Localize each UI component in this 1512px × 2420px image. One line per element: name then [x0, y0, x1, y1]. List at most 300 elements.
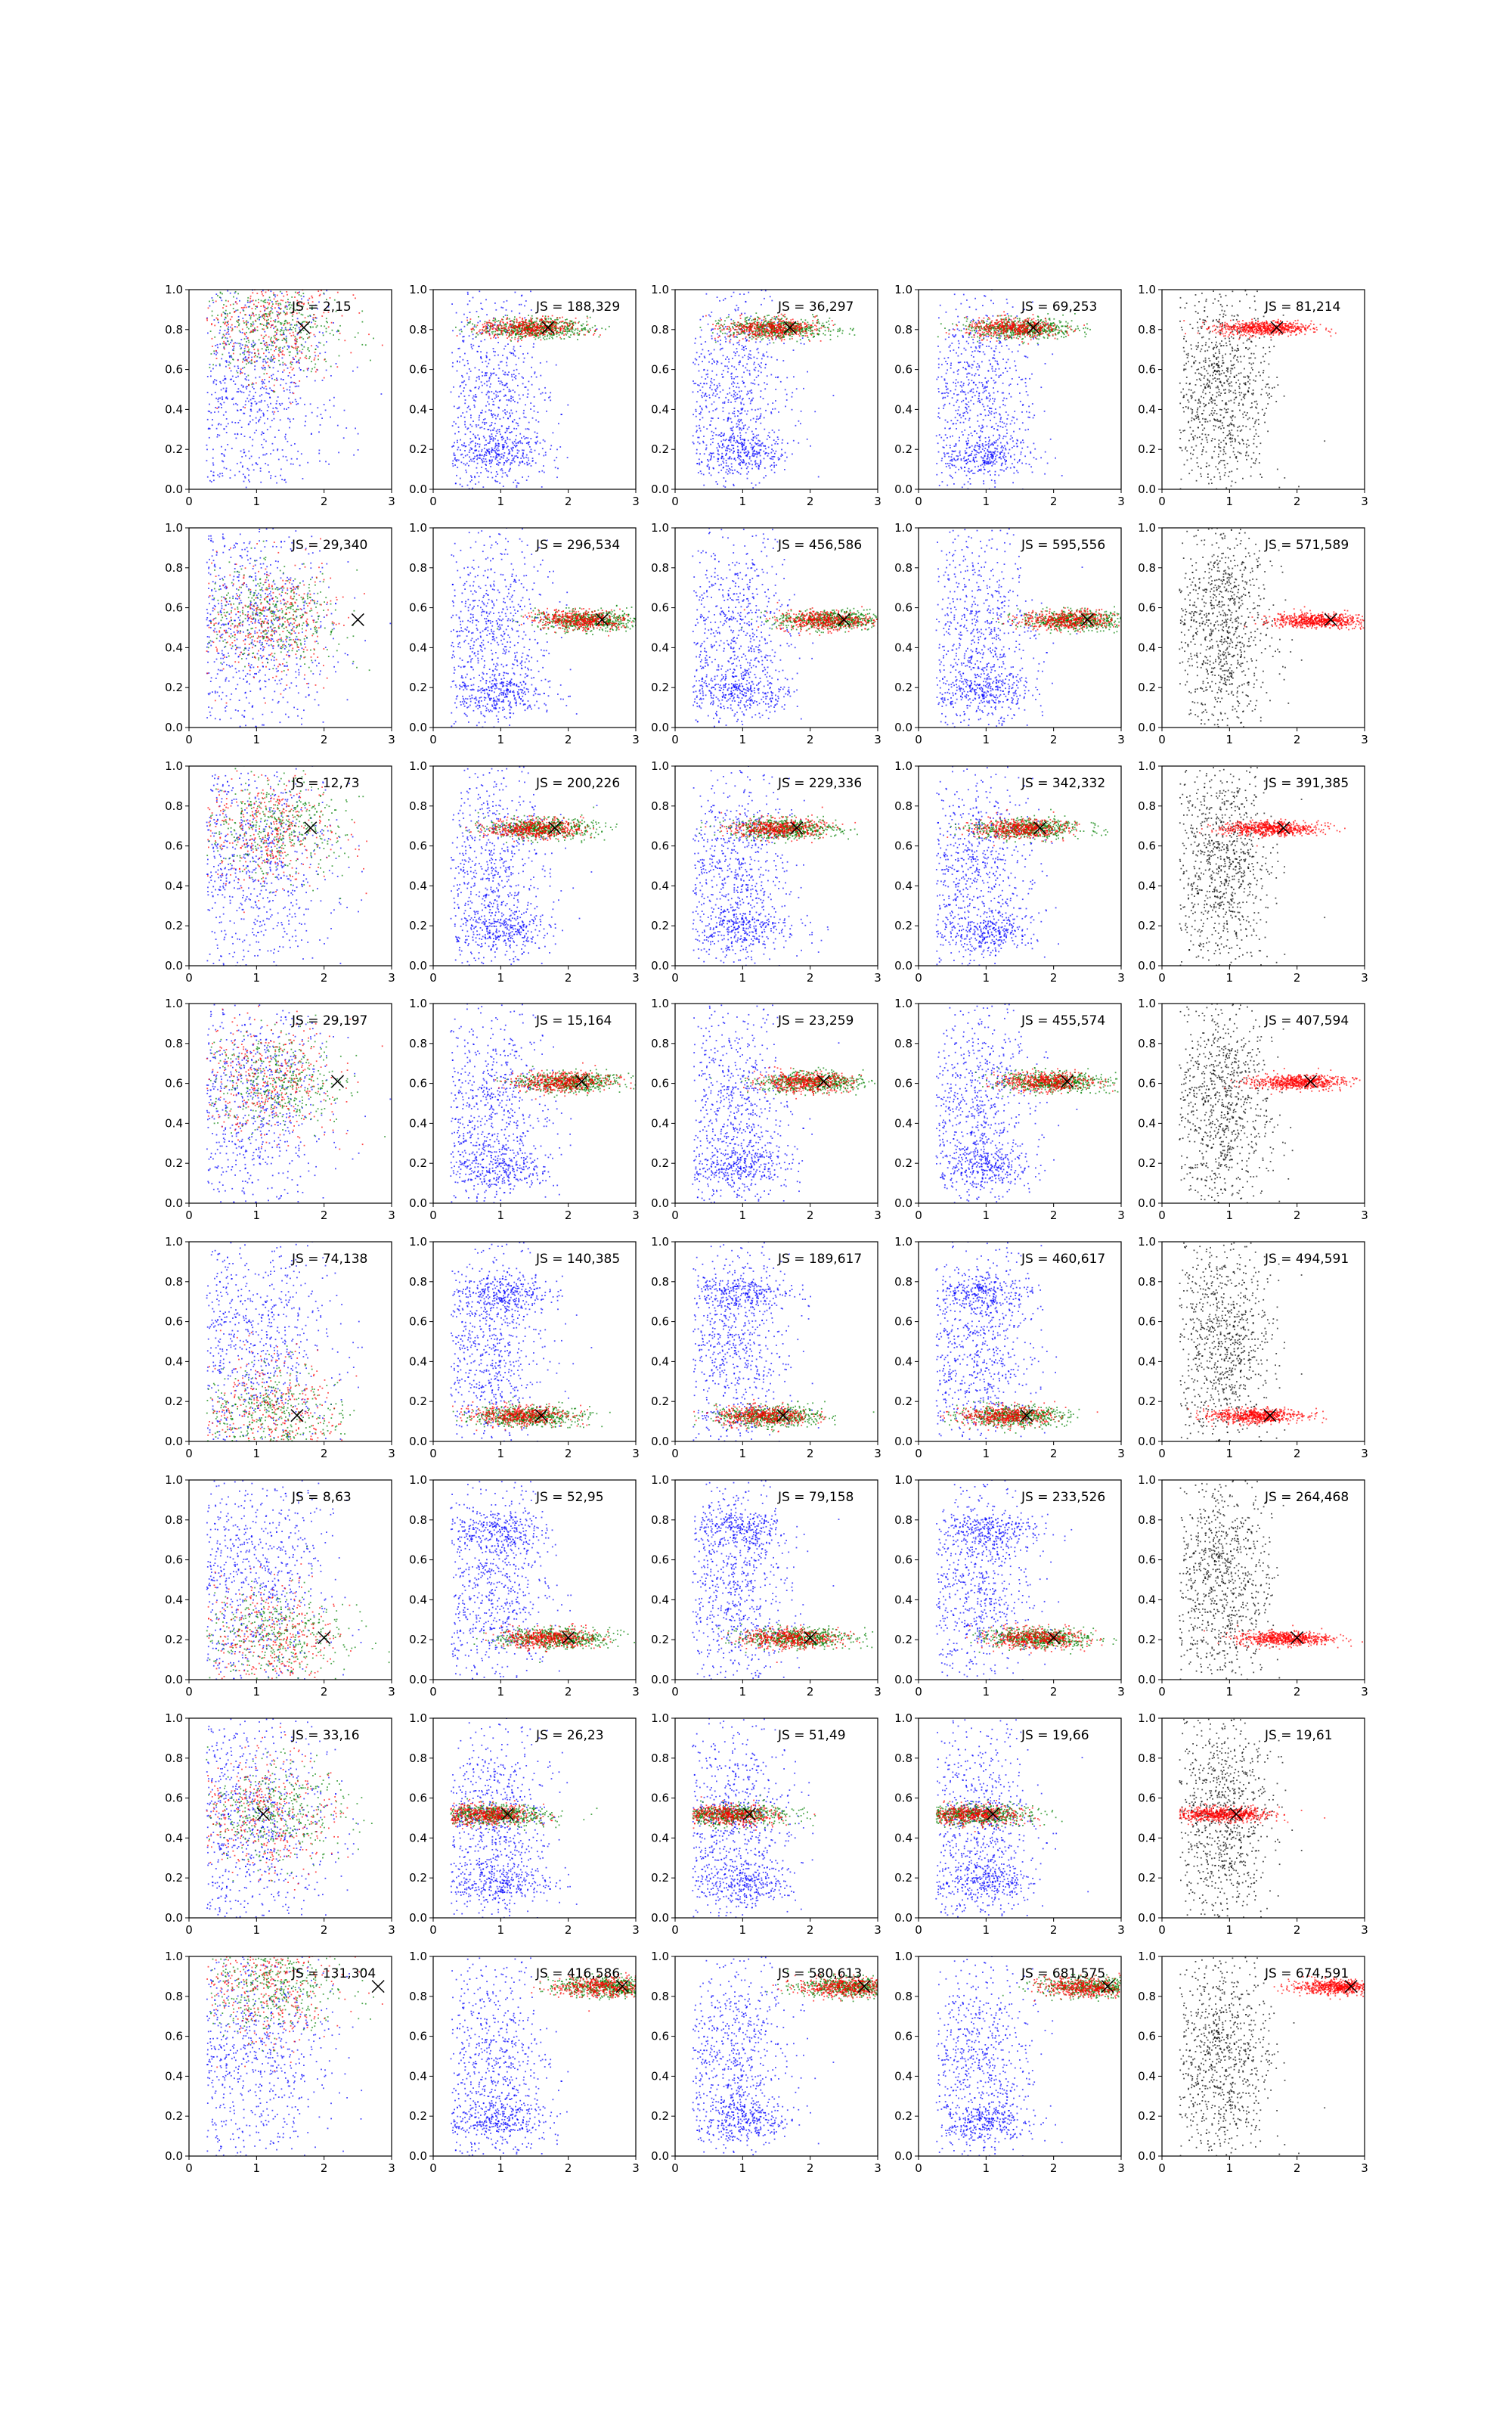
- y-tick-label: 0.6: [651, 2030, 669, 2043]
- x-tick-label: 1: [1226, 733, 1234, 746]
- y-tick-label: 0.4: [165, 402, 183, 416]
- scatter-points: [692, 186, 856, 591]
- y-tick-label: 0.8: [894, 1037, 912, 1050]
- y-tick-label: 0.2: [1138, 1633, 1156, 1646]
- y-tick-label: 0.4: [409, 1831, 427, 1844]
- x-tick-label: 1: [1226, 1685, 1234, 1699]
- y-tick-label: 0.4: [894, 641, 912, 654]
- plot-frame: [675, 1480, 878, 1680]
- x-tick-label: 3: [1361, 733, 1368, 746]
- js-annotation: JS = 79,158: [777, 1490, 854, 1505]
- y-tick-label: 0.8: [165, 1990, 183, 2003]
- y-tick-label: 0.6: [651, 363, 669, 377]
- js-annotation: JS = 681,575: [1021, 1966, 1105, 1981]
- y-tick-label: 0.8: [651, 1751, 669, 1765]
- y-tick-label: 0.8: [409, 1037, 427, 1050]
- y-tick-label: 0.0: [165, 1196, 183, 1210]
- subplot-r5-c3: [651, 1188, 881, 1497]
- y-tick-label: 0.0: [409, 1911, 427, 1925]
- y-tick-label: 0.8: [409, 323, 427, 337]
- scatter-points: [1179, 1173, 1327, 1518]
- x-tick-label: 3: [388, 1447, 395, 1460]
- x-tick-label: 1: [253, 2161, 261, 2175]
- y-tick-label: 1.0: [165, 521, 183, 535]
- x-tick-label: 2: [1050, 1208, 1058, 1222]
- x-tick-label: 1: [739, 1208, 747, 1222]
- subplot-r5-c4: [894, 1183, 1125, 1507]
- y-tick-label: 0.2: [1138, 1871, 1156, 1885]
- subplot-r6-c5: [1138, 1416, 1368, 1729]
- y-tick-label: 0.8: [651, 1990, 669, 2003]
- y-tick-label: 0.2: [651, 442, 669, 456]
- y-tick-label: 0.8: [409, 1513, 427, 1527]
- x-tick-label: 0: [671, 1685, 679, 1699]
- y-tick-label: 0.8: [651, 799, 669, 813]
- y-tick-label: 0.4: [1138, 1116, 1156, 1130]
- x-tick-label: 0: [915, 1685, 922, 1699]
- js-annotation: JS = 188,329: [535, 299, 620, 315]
- y-tick-label: 0.6: [651, 1553, 669, 1567]
- subplot-r1-c1: [165, 202, 395, 546]
- x-tick-label: 2: [807, 1447, 814, 1460]
- x-tick-label: 2: [321, 733, 328, 746]
- y-tick-label: 0.8: [409, 1275, 427, 1289]
- y-tick-label: 1.0: [165, 1235, 183, 1249]
- x-tick-label: 1: [739, 733, 747, 746]
- subplot-r8-c1: [165, 1872, 395, 2345]
- x-marker: [332, 1075, 344, 1087]
- y-tick-label: 0.8: [165, 1513, 183, 1527]
- x-tick-label: 3: [388, 971, 395, 985]
- subplot-r6-c1: [165, 1402, 399, 1869]
- y-tick-label: 0.0: [651, 1673, 669, 1686]
- y-tick-label: 1.0: [409, 283, 427, 296]
- y-tick-label: 1.0: [1138, 283, 1156, 296]
- x-tick-label: 3: [388, 1923, 395, 1937]
- js-annotation: JS = 416,586: [535, 1966, 620, 1981]
- y-tick-label: 0.2: [409, 1156, 427, 1170]
- y-tick-label: 0.6: [165, 1553, 183, 1567]
- plot-frame: [675, 1004, 878, 1203]
- y-tick-label: 1.0: [651, 759, 669, 773]
- y-tick-label: 0.6: [1138, 601, 1156, 615]
- subplot-r4-c5: [1138, 944, 1368, 1261]
- x-tick-label: 3: [632, 1208, 640, 1222]
- x-tick-label: 0: [1158, 1208, 1166, 1222]
- y-tick-label: 1.0: [894, 283, 912, 296]
- scatter-points: [1179, 226, 1337, 545]
- js-annotation: JS = 26,23: [535, 1728, 604, 1743]
- plot-frame: [1162, 766, 1365, 966]
- scatter-points: [1179, 414, 1390, 785]
- y-tick-label: 0.4: [894, 1831, 912, 1844]
- y-tick-label: 1.0: [651, 283, 669, 296]
- y-tick-label: 0.2: [894, 442, 912, 456]
- y-tick-label: 0.6: [165, 1315, 183, 1329]
- x-tick-label: 3: [1117, 1685, 1125, 1699]
- plot-frame: [433, 1004, 636, 1203]
- y-tick-label: 0.8: [894, 1513, 912, 1527]
- y-tick-label: 1.0: [894, 1473, 912, 1487]
- subplot-r4-c1: [165, 874, 395, 1285]
- subplot-r3-c4: [894, 712, 1125, 1032]
- y-tick-label: 0.8: [409, 561, 427, 575]
- js-annotation: JS = 36,297: [777, 299, 854, 315]
- scatter-points: [450, 950, 649, 1269]
- y-tick-label: 0.6: [165, 839, 183, 853]
- subplot-r3-c2: [409, 662, 640, 1050]
- js-annotation: JS = 15,164: [535, 1013, 612, 1028]
- scatter-points: [692, 1665, 816, 1984]
- js-annotation: JS = 296,534: [535, 538, 620, 553]
- js-annotation: JS = 74,138: [291, 1252, 367, 1267]
- x-tick-label: 1: [497, 1447, 505, 1460]
- subplot-r4-c2: [409, 950, 649, 1269]
- x-tick-label: 1: [1226, 1447, 1234, 1460]
- subplot-r4-c4: [894, 900, 1136, 1305]
- y-tick-label: 0.2: [651, 1871, 669, 1885]
- y-tick-label: 0.0: [409, 959, 427, 973]
- x-tick-label: 1: [983, 1685, 990, 1699]
- x-tick-label: 1: [253, 733, 261, 746]
- x-tick-label: 0: [671, 1447, 679, 1460]
- y-tick-label: 1.0: [409, 521, 427, 535]
- x-tick-label: 3: [632, 1923, 640, 1937]
- y-tick-label: 0.2: [894, 1395, 912, 1408]
- x-tick-label: 3: [874, 495, 881, 508]
- y-tick-label: 0.0: [409, 1196, 427, 1210]
- y-tick-label: 0.0: [894, 1196, 912, 1210]
- y-tick-label: 0.8: [165, 561, 183, 575]
- y-tick-label: 0.8: [409, 799, 427, 813]
- x-tick-label: 3: [874, 2161, 881, 2175]
- y-tick-label: 1.0: [1138, 521, 1156, 535]
- y-tick-label: 1.0: [651, 997, 669, 1010]
- js-annotation: JS = 2,15: [291, 299, 352, 315]
- x-tick-label: 3: [1361, 971, 1368, 985]
- y-tick-label: 0.6: [894, 1553, 912, 1567]
- subplot-r7-c1: [165, 1620, 398, 2001]
- js-annotation: JS = 580,613: [777, 1966, 862, 1981]
- x-tick-label: 2: [1294, 971, 1301, 985]
- y-tick-label: 0.2: [651, 1156, 669, 1170]
- y-tick-label: 0.2: [894, 1156, 912, 1170]
- y-tick-label: 0.4: [165, 1116, 183, 1130]
- y-tick-label: 1.0: [651, 1473, 669, 1487]
- x-tick-label: 0: [915, 1923, 922, 1937]
- y-tick-label: 0.2: [1138, 2109, 1156, 2123]
- y-tick-label: 0.0: [1138, 721, 1156, 734]
- x-tick-label: 1: [1226, 2161, 1234, 2175]
- y-tick-label: 0.4: [651, 1116, 669, 1130]
- y-tick-label: 0.6: [409, 1553, 427, 1567]
- subplot-r1-c3: [651, 186, 881, 591]
- subplot-r6-c3: [651, 1412, 881, 1764]
- scatter-points: [206, 1402, 399, 1869]
- js-annotation: JS = 29,197: [291, 1013, 367, 1028]
- x-tick-label: 1: [739, 1923, 747, 1937]
- x-tick-label: 0: [429, 1923, 437, 1937]
- x-tick-label: 1: [497, 1208, 505, 1222]
- x-tick-label: 3: [874, 971, 881, 985]
- y-tick-label: 0.2: [165, 1633, 183, 1646]
- subplot-r5-c1: [165, 1143, 395, 1514]
- y-tick-label: 0.8: [894, 1751, 912, 1765]
- y-tick-label: 0.2: [409, 919, 427, 932]
- scatter-points: [206, 1143, 363, 1514]
- y-tick-label: 1.0: [165, 1950, 183, 1963]
- y-tick-label: 0.2: [165, 1395, 183, 1408]
- y-tick-label: 1.0: [894, 521, 912, 535]
- scatter-points: [935, 1183, 1098, 1507]
- x-tick-label: 1: [983, 495, 990, 508]
- y-tick-label: 0.4: [1138, 1593, 1156, 1606]
- js-annotation: JS = 460,617: [1021, 1252, 1105, 1267]
- y-tick-label: 0.8: [1138, 1990, 1156, 2003]
- x-tick-label: 2: [321, 1685, 328, 1699]
- x-tick-label: 2: [565, 971, 572, 985]
- y-tick-label: 0.4: [409, 402, 427, 416]
- y-tick-label: 0.2: [1138, 681, 1156, 694]
- x-tick-label: 0: [1158, 495, 1166, 508]
- y-tick-label: 0.8: [651, 1275, 669, 1289]
- y-tick-label: 1.0: [651, 1711, 669, 1725]
- x-tick-label: 3: [632, 1447, 640, 1460]
- js-annotation: JS = 264,468: [1264, 1490, 1349, 1505]
- x-tick-label: 1: [983, 1447, 990, 1460]
- y-tick-label: 0.0: [1138, 2149, 1156, 2163]
- y-tick-label: 0.4: [1138, 879, 1156, 892]
- x-tick-label: 2: [321, 971, 328, 985]
- y-tick-label: 0.6: [1138, 1553, 1156, 1567]
- js-annotation: JS = 51,49: [777, 1728, 846, 1743]
- subplot-r2-c1: [165, 399, 416, 811]
- x-tick-label: 2: [321, 1923, 328, 1937]
- x-tick-label: 1: [983, 1208, 990, 1222]
- y-tick-label: 1.0: [409, 1473, 427, 1487]
- y-tick-label: 0.0: [651, 2149, 669, 2163]
- x-tick-label: 1: [739, 1447, 747, 1460]
- y-tick-label: 0.8: [165, 799, 183, 813]
- y-tick-label: 1.0: [894, 1711, 912, 1725]
- x-tick-label: 1: [497, 971, 505, 985]
- y-tick-label: 0.0: [651, 1196, 669, 1210]
- x-tick-label: 3: [388, 1685, 395, 1699]
- y-tick-label: 1.0: [894, 1235, 912, 1249]
- x-tick-label: 3: [632, 2161, 640, 2175]
- y-tick-label: 0.6: [1138, 839, 1156, 853]
- y-tick-label: 1.0: [894, 759, 912, 773]
- x-tick-label: 1: [983, 2161, 990, 2175]
- subplot-r2-c5: [1138, 414, 1390, 785]
- y-tick-label: 0.2: [1138, 1395, 1156, 1408]
- plot-frame: [433, 766, 636, 966]
- x-tick-label: 0: [185, 971, 193, 985]
- y-tick-label: 0.4: [894, 879, 912, 892]
- y-tick-label: 0.4: [651, 2069, 669, 2083]
- x-tick-label: 0: [915, 1447, 922, 1460]
- x-tick-label: 3: [874, 1685, 881, 1699]
- js-annotation: JS = 81,214: [1264, 299, 1340, 315]
- x-tick-label: 3: [1117, 1923, 1125, 1937]
- y-tick-label: 0.0: [165, 1673, 183, 1686]
- scatter-points: [1179, 697, 1346, 1022]
- js-annotation: JS = 23,259: [777, 1013, 854, 1028]
- x-tick-label: 3: [874, 1923, 881, 1937]
- y-tick-label: 1.0: [165, 1473, 183, 1487]
- y-tick-label: 1.0: [1138, 1473, 1156, 1487]
- x-tick-label: 1: [497, 1685, 505, 1699]
- y-tick-label: 1.0: [651, 521, 669, 535]
- x-tick-label: 0: [429, 1447, 437, 1460]
- x-tick-label: 0: [185, 1923, 193, 1937]
- js-annotation: JS = 674,591: [1264, 1966, 1349, 1981]
- y-tick-label: 0.0: [165, 959, 183, 973]
- scatter-points: [206, 399, 417, 811]
- js-annotation: JS = 233,526: [1021, 1490, 1105, 1505]
- subplot-r1-c5: [1138, 226, 1368, 545]
- y-tick-label: 0.4: [1138, 2069, 1156, 2083]
- plot-frame: [189, 528, 392, 728]
- y-tick-label: 0.8: [409, 1990, 427, 2003]
- y-tick-label: 0.8: [1138, 323, 1156, 337]
- x-tick-label: 1: [253, 971, 261, 985]
- y-tick-label: 0.6: [409, 1315, 427, 1329]
- scatter-points: [936, 712, 1108, 1032]
- y-tick-label: 0.4: [651, 1354, 669, 1368]
- y-tick-label: 0.4: [1138, 402, 1156, 416]
- js-annotation: JS = 8,63: [291, 1490, 352, 1505]
- x-tick-label: 0: [671, 733, 679, 746]
- y-tick-label: 0.6: [894, 1315, 912, 1329]
- y-tick-label: 1.0: [894, 1950, 912, 1963]
- y-tick-label: 0.0: [894, 1673, 912, 1686]
- x-tick-label: 3: [1117, 1447, 1125, 1460]
- y-tick-label: 0.4: [409, 1354, 427, 1368]
- y-tick-label: 0.2: [1138, 1156, 1156, 1170]
- scatter-points: [692, 1412, 880, 1764]
- x-tick-label: 0: [185, 1208, 193, 1222]
- y-tick-label: 0.0: [894, 721, 912, 734]
- x-tick-label: 0: [1158, 1447, 1166, 1460]
- y-tick-label: 0.2: [651, 1395, 669, 1408]
- js-annotation: JS = 342,332: [1021, 776, 1105, 791]
- scatter-points: [936, 900, 1137, 1305]
- subplot-r3-c5: [1138, 697, 1368, 1022]
- x-tick-label: 2: [1050, 1923, 1058, 1937]
- y-tick-label: 0.6: [409, 363, 427, 377]
- x-tick-label: 2: [1050, 495, 1058, 508]
- y-tick-label: 0.8: [1138, 1751, 1156, 1765]
- y-tick-label: 0.8: [651, 1513, 669, 1527]
- y-tick-label: 0.6: [165, 601, 183, 615]
- scatter-points: [692, 1188, 874, 1497]
- x-tick-label: 2: [565, 2161, 572, 2175]
- js-annotation: JS = 69,253: [1021, 299, 1097, 315]
- y-tick-label: 0.6: [409, 2030, 427, 2043]
- x-tick-label: 1: [253, 495, 261, 508]
- y-tick-label: 0.0: [894, 1435, 912, 1448]
- x-tick-label: 1: [497, 1923, 505, 1937]
- y-tick-label: 0.2: [409, 2109, 427, 2123]
- y-tick-label: 0.4: [165, 641, 183, 654]
- x-tick-label: 1: [497, 495, 505, 508]
- y-tick-label: 0.8: [409, 1751, 427, 1765]
- y-tick-label: 0.6: [1138, 1315, 1156, 1329]
- y-tick-label: 0.2: [409, 681, 427, 694]
- y-tick-label: 0.6: [409, 601, 427, 615]
- y-tick-label: 0.2: [165, 681, 183, 694]
- x-marker: [352, 613, 364, 625]
- x-tick-label: 1: [1226, 495, 1234, 508]
- x-tick-label: 0: [671, 495, 679, 508]
- x-tick-label: 1: [1226, 1923, 1234, 1937]
- y-tick-label: 0.0: [894, 2149, 912, 2163]
- y-tick-label: 0.0: [1138, 1435, 1156, 1448]
- y-tick-label: 0.2: [894, 1871, 912, 1885]
- y-tick-label: 0.2: [894, 919, 912, 932]
- y-tick-label: 0.4: [651, 402, 669, 416]
- y-tick-label: 0.6: [1138, 363, 1156, 377]
- y-tick-label: 0.0: [1138, 1673, 1156, 1686]
- y-tick-label: 1.0: [651, 1235, 669, 1249]
- x-tick-label: 2: [1294, 1923, 1301, 1937]
- x-tick-label: 0: [429, 2161, 437, 2175]
- y-tick-label: 0.0: [894, 1911, 912, 1925]
- x-tick-label: 1: [983, 733, 990, 746]
- y-tick-label: 1.0: [165, 1711, 183, 1725]
- x-tick-label: 0: [185, 495, 193, 508]
- x-tick-label: 2: [807, 1685, 814, 1699]
- x-tick-label: 0: [429, 733, 437, 746]
- y-tick-label: 0.2: [651, 1633, 669, 1646]
- x-tick-label: 1: [983, 1923, 990, 1937]
- subplot-r7-c4: [894, 1650, 1125, 1984]
- plot-frame: [919, 766, 1121, 966]
- x-tick-label: 2: [807, 1923, 814, 1937]
- x-tick-label: 0: [915, 2161, 922, 2175]
- x-tick-label: 0: [915, 733, 922, 746]
- y-tick-label: 0.2: [1138, 919, 1156, 932]
- y-tick-label: 0.0: [409, 1673, 427, 1686]
- js-annotation: JS = 494,591: [1264, 1252, 1349, 1267]
- y-tick-label: 0.2: [1138, 442, 1156, 456]
- x-tick-label: 0: [915, 495, 922, 508]
- x-tick-label: 2: [1294, 1447, 1301, 1460]
- scatter-points: [206, 700, 367, 1028]
- x-tick-label: 3: [1361, 1447, 1368, 1460]
- scatter-points: [451, 1888, 689, 2240]
- y-tick-label: 0.8: [1138, 561, 1156, 575]
- y-tick-label: 0.0: [165, 1911, 183, 1925]
- x-tick-label: 2: [807, 2161, 814, 2175]
- x-tick-label: 3: [388, 2161, 395, 2175]
- y-tick-label: 0.4: [409, 2069, 427, 2083]
- y-tick-label: 0.0: [651, 721, 669, 734]
- x-tick-label: 0: [185, 2161, 193, 2175]
- y-tick-label: 0.0: [651, 1911, 669, 1925]
- x-tick-label: 1: [983, 971, 990, 985]
- y-tick-label: 0.8: [651, 323, 669, 337]
- y-tick-label: 0.6: [894, 2030, 912, 2043]
- y-tick-label: 1.0: [1138, 759, 1156, 773]
- y-tick-label: 0.6: [165, 2030, 183, 2043]
- y-tick-label: 0.2: [165, 1871, 183, 1885]
- x-tick-label: 2: [1050, 2161, 1058, 2175]
- y-tick-label: 0.6: [165, 1077, 183, 1091]
- js-annotation: JS = 391,385: [1264, 776, 1349, 791]
- y-tick-label: 0.4: [894, 402, 912, 416]
